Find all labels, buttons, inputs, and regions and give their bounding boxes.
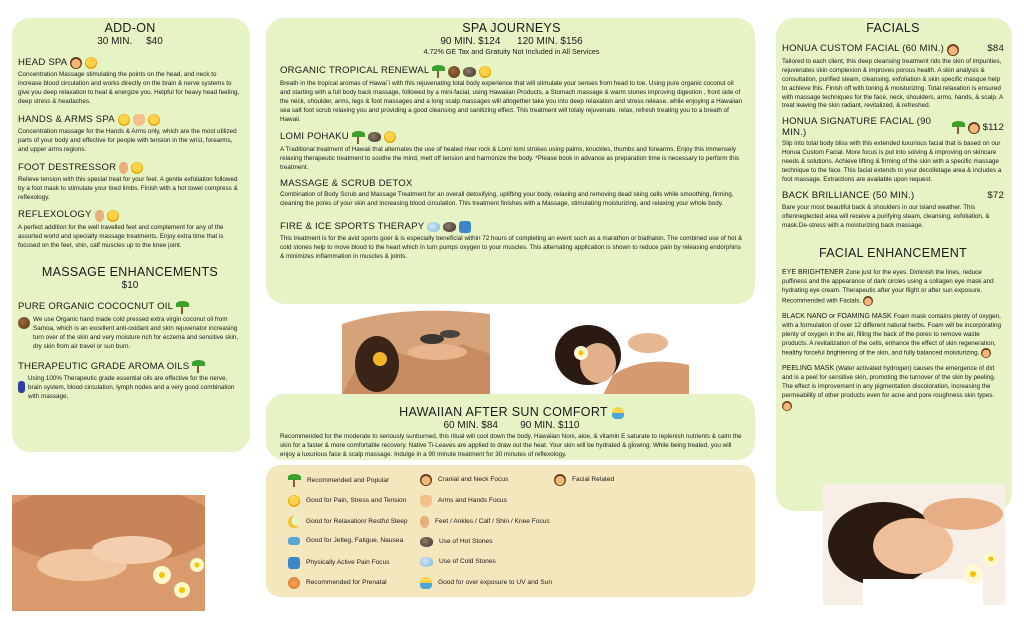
after-sun-desc: Recommended for the moderate to seriously sunburned, this ritual will cool down the body. Hawaiian Noni, aloe, & vitamin E saturate to replenish nutrients & calm the skin for a faster & more comfortable recovery. Native Ti-Leaves are applied to draw out the heat. Your skin will be hydrated & glowing. While being treated, you will enjoy a luxurious face & scalp massage. Indulge in a 90 minute treatment for 30 minutes of reflexology.	[280, 433, 742, 459]
foot-icon	[420, 516, 429, 528]
prenatal-icon	[288, 577, 300, 589]
service-price: $72	[987, 190, 1004, 202]
palm-icon	[288, 474, 301, 487]
service-price: $84	[987, 43, 1004, 55]
service-aroma-oils	[18, 360, 242, 402]
coconut-icon	[18, 317, 30, 329]
service-reflexology	[18, 210, 242, 251]
enhancements-title: MASSAGE ENHANCEMENTS	[41, 265, 219, 280]
facial-icon	[782, 401, 792, 411]
legend-item: Physically Active Pain Focus	[288, 557, 390, 569]
service-name: LOMI POHAKU	[280, 131, 349, 143]
spa-title: SPA JOURNEYS	[462, 21, 561, 35]
active-icon	[288, 557, 300, 569]
service-name: HONUA SIGNATURE FACIAL (90 MIN.)	[782, 116, 932, 138]
palm-icon	[176, 301, 189, 314]
service-custom-facial	[782, 44, 1004, 112]
relaxing-woman-illustration	[553, 315, 689, 395]
service-desc: We use Organic hand made cold pressed extra virgin coconut oil from Samoa, which is an excellent anti-oxidant and skin rejuvenator increasing turn over of the skin and very moisture rich for eczema and sensitive skin, dry skin from air travel or sun burn.	[33, 315, 239, 350]
enh-eye-brightener	[782, 268, 1004, 306]
service-desc: This treatment is for the avid sports goer & is especially beneficial within 72 hours of completing an event such as a marathon or biathalon. The combined use of hot & cold stones help to move blood to the heart which in turn pumps oxygen to your muscles. This alternating application is shown to reduce pain by releasing endorphins & minimizes inflammation in muscles & joints.	[280, 235, 743, 261]
service-name: FOOT DESTRESSOR	[18, 161, 117, 173]
enh-foaming-mask	[782, 312, 1004, 359]
enh-desc: Zone just for the eyes. Diminish the lines, reduce puffiness and the appearance of dark circles using a collagen eye mask and hydrating eye cream. Therapeutic after your flight or after sun exposure. Recommended with Facials.	[782, 269, 994, 305]
facial-icon	[981, 348, 991, 358]
facials-title: FACIALS	[866, 21, 920, 35]
palm-icon	[432, 65, 445, 78]
service-name: HANDS & ARMS SPA	[18, 113, 115, 125]
foot-icon	[95, 210, 104, 222]
palm-icon	[952, 121, 965, 134]
stone-icon	[463, 67, 476, 77]
smile-icon	[131, 162, 143, 174]
stone-massage-illustration	[342, 304, 490, 396]
facial-icon	[863, 296, 873, 306]
spa-tax-note: 4.72% GE Tax and Gratuity Not Included in All Services	[423, 47, 600, 57]
service-desc: A Traditional treatment of Hawaii that alternates the use of heated river rock & Lomi lomi strokes using palms, knuckles, thumbs and forearms. Enjoy this immensely relaxing therapeutic treatment to soothe the mind, melt off tension and harmonize the body. *Please book in advance as preparation time is necessary to perform this treatment.	[280, 145, 739, 171]
stone-icon	[443, 222, 456, 232]
facial-icon	[947, 44, 959, 56]
legend-item: Good for Pain, Stress and Tension	[288, 495, 406, 507]
service-back-brilliance	[782, 191, 1004, 230]
service-name: ORGANIC TROPICAL RENEWAL	[280, 65, 430, 77]
plane-icon	[288, 537, 300, 545]
after-sun-panel	[266, 394, 755, 460]
cranial-icon	[420, 474, 432, 486]
facial-photo	[823, 484, 1005, 605]
legend-item: Good for Jetleg, Fatigue, Nausea	[288, 537, 403, 545]
service-price: $112	[982, 121, 1004, 133]
icon-legend	[266, 465, 755, 597]
addon-pricing: 30 MIN. $40	[97, 35, 163, 47]
massage-photo	[12, 495, 205, 611]
hand-icon	[420, 495, 432, 507]
addon-title: ADD-ON	[104, 21, 156, 35]
stone-massage-photo	[342, 304, 490, 396]
service-name: MASSAGE & SCRUB DETOX	[280, 177, 413, 189]
moon-icon	[288, 516, 300, 528]
service-name: THERAPEUTIC GRADE AROMA OILS	[18, 360, 190, 372]
legend-item: Arms and Hands Focus	[420, 495, 507, 507]
service-desc: Concentration Massage stimulating the points on the head, and neck to increase blood circulation and works directly on the brain & nerve systems to give you deep relaxation to heal & energize you. Helpful for heavy head feeling, deep stress & headaches.	[18, 71, 240, 106]
smile-icon	[85, 57, 97, 69]
facial-illustration	[823, 484, 1005, 605]
facials-panel	[776, 18, 1012, 511]
smile-icon	[107, 210, 119, 222]
service-fire-ice	[280, 221, 743, 262]
spa-panel	[266, 18, 755, 304]
service-desc: Bare your most beautiful back & shoulders in our island weather. This oftenneglected area will receive a purifying steam, cleansing, exfoliation, & mask.De-stress with a moisturizing back massage.	[782, 203, 990, 229]
smile-icon	[479, 66, 491, 78]
after-sun-pricing: 60 MIN. $84 90 MIN. $110	[443, 419, 580, 431]
addon-panel	[12, 18, 250, 452]
service-name: HEAD SPA	[18, 56, 68, 68]
service-coconut-oil	[18, 301, 242, 352]
service-desc: Slip into total body bliss with this extended luxurious facial that is based on our Honua Custom Facial. More focus is put into solving & improving on skincare needs & solutions. Achieve lifting & firming of the skin with a specific massage technique to the face. This facial extends to your decolletage area & includes a foot massage. Extractions are available upon request.	[782, 140, 1002, 184]
relaxing-woman-photo	[553, 315, 689, 395]
hand-icon	[133, 114, 145, 126]
smile-icon	[118, 114, 130, 126]
service-desc: Tailored to each client, this deep cleansing treatment rids the skin of impurities, rejuvenates skin complexion & improves porous health. A skin analysis & consultation, purified steam, cleansing, exfoliation & skin specific masque help to achieve this. Finish off with toning & moisturizing. Total relaxation is ensured with massage techniques for the face, neck, shoulders, arms, hands, & scalp. A treat leaving the skin radiant, revitalized, & refreshed.	[782, 57, 1003, 110]
service-desc: Combination of Body Scrub and Massage Treatment for an overall detoxifying, uplifting your body, relaxing and removing dead sking cells while smoothing, firming, cleaning the pores of your skin and increasing blood circulation. This treatment finishes with a Massage, stimulating moisturizing, and relaxing your whole body.	[280, 191, 734, 208]
service-scrub-detox	[280, 179, 743, 209]
legend-item: Facial Related	[554, 474, 614, 486]
palm-icon	[352, 131, 365, 144]
active-icon	[459, 221, 471, 233]
after-sun-title: HAWAIIAN AFTER SUN COMFORT	[399, 405, 608, 419]
service-foot-destressor	[18, 162, 242, 203]
facial-icon	[968, 122, 980, 134]
legend-item: Use of Hot Stones	[420, 537, 493, 547]
service-desc: A perfect addition for the well travelled feet and complement for any of the assorted world and specialty massage treatments. Enjoy extra time that is focused on the feet, shin, calf muscles up to the knee joint.	[18, 223, 224, 249]
legend-item: Good for Relaxation/ Restful Sleep	[288, 516, 408, 528]
facial-icon	[554, 474, 566, 486]
smile-icon	[288, 495, 300, 507]
service-desc: Relieve tension with this special treat for your feet. A gentle exfoliation followed by a foot mask to stimulate your tired limbs. Finish with a hot towel compress & reflexology.	[18, 175, 238, 201]
service-desc: Concentration massage for the Hands & Arms only, which are the most utilized parts of your body and effective for people with tension in the wrist, forearms, and upper arms regions.	[18, 128, 237, 153]
service-hands-arms	[18, 114, 242, 155]
service-desc: Using 100% Therapeutic grade essential oils are effective for the nerve, brain system, blood circulation, lymph nodes and a very good combination with massage,	[28, 375, 235, 401]
legend-item: Recommended and Popular	[288, 474, 389, 487]
smile-icon	[384, 131, 396, 143]
enh-name: EYE BRIGHTENER	[782, 269, 844, 277]
enh-desc: (Water activated hydrogen) causes the emergence of dirt and is a peel for sensitive skin, promoting the turnover of the skin by peeling. The effect is improvement in any pigmentation discoloration, increasing the permeability of other products even for acne and pore roughness skin types.	[782, 365, 996, 399]
legend-item: Use of Cold Stones	[420, 557, 496, 567]
service-name: PURE ORGANIC COCOCNUT OIL	[18, 300, 174, 312]
service-tropical-renewal	[280, 65, 743, 125]
oil-bottle-icon	[18, 381, 25, 393]
cold-stone-icon	[427, 222, 440, 232]
legend-item: Cranial and Neck Focus	[420, 474, 508, 486]
enh-name: BLACK NANO or FOAMING MASK	[782, 312, 892, 320]
service-signature-facial	[782, 117, 1004, 185]
smile-icon	[148, 114, 160, 126]
cranial-icon	[70, 57, 82, 69]
legend-item: Recommended for Prenatal	[288, 577, 387, 589]
sun-wave-icon	[420, 577, 432, 589]
massage-illustration	[12, 495, 205, 611]
service-name: FIRE & ICE SPORTS THERAPY	[280, 220, 425, 232]
spa-pricing: 90 MIN. $124 120 MIN. $156	[440, 35, 583, 47]
service-name: REFLEXOLOGY	[18, 209, 92, 221]
service-name: HONUA CUSTOM FACIAL (60 MIN.)	[782, 43, 944, 55]
service-desc: Breath in the tropical aromas of Hawai`i with this rejuvenating total body experience that will stimulate your senses from head to toe. Using pure organic coconut oil and starting with a full body back massage, followed by a mini-facial, using Hawaiian Products, a Stomach massage & warm stones improving digestion , front side of the neck, shoulder, arms, legs & foot massages and a long scalp massages will altogether take you into deep relaxation and stress release. while enjoying a Hawaiian sea salt foot scrub relaxing you and providing a good cleansing and sanitizing effect. This treatment will totaly rejuvenate, relax, refresh treating you to a breath of Hawaii.	[280, 80, 743, 123]
palm-icon	[192, 360, 205, 373]
service-name: BACK BRILLIANCE (50 MIN.)	[782, 190, 915, 202]
foot-icon	[119, 162, 128, 174]
stone-icon	[420, 537, 433, 547]
enh-name: PEELING MASK	[782, 365, 835, 373]
sun-wave-icon	[612, 407, 624, 419]
facial-enhancement-title: FACIAL ENHANCEMENT	[818, 245, 967, 260]
stone-icon	[368, 132, 381, 142]
legend-item: Good for over exposure to UV and Sun	[420, 577, 552, 589]
enh-desc: Foam mask contains plenty of oxygen, with a formulation of over 12 different natural herbs. Foam will be incorporating plenty of oxygen in the air, filling the back of the pores to remove waste products. A revitalization of the cells, enhance the effect of skin regeneration, healthy forceful brightening of the skin, and fully balanced moisturizing.	[782, 312, 1001, 358]
legend-item: Feet / Ankles / Calf / Shin / Knee Focus	[420, 516, 550, 528]
cold-stone-icon	[420, 557, 433, 567]
service-head-spa	[18, 57, 242, 107]
service-lomi-pohaku	[280, 131, 743, 173]
coconut-icon	[448, 66, 460, 78]
enh-peeling-mask	[782, 364, 1004, 411]
enhancements-price: $10	[121, 280, 139, 292]
